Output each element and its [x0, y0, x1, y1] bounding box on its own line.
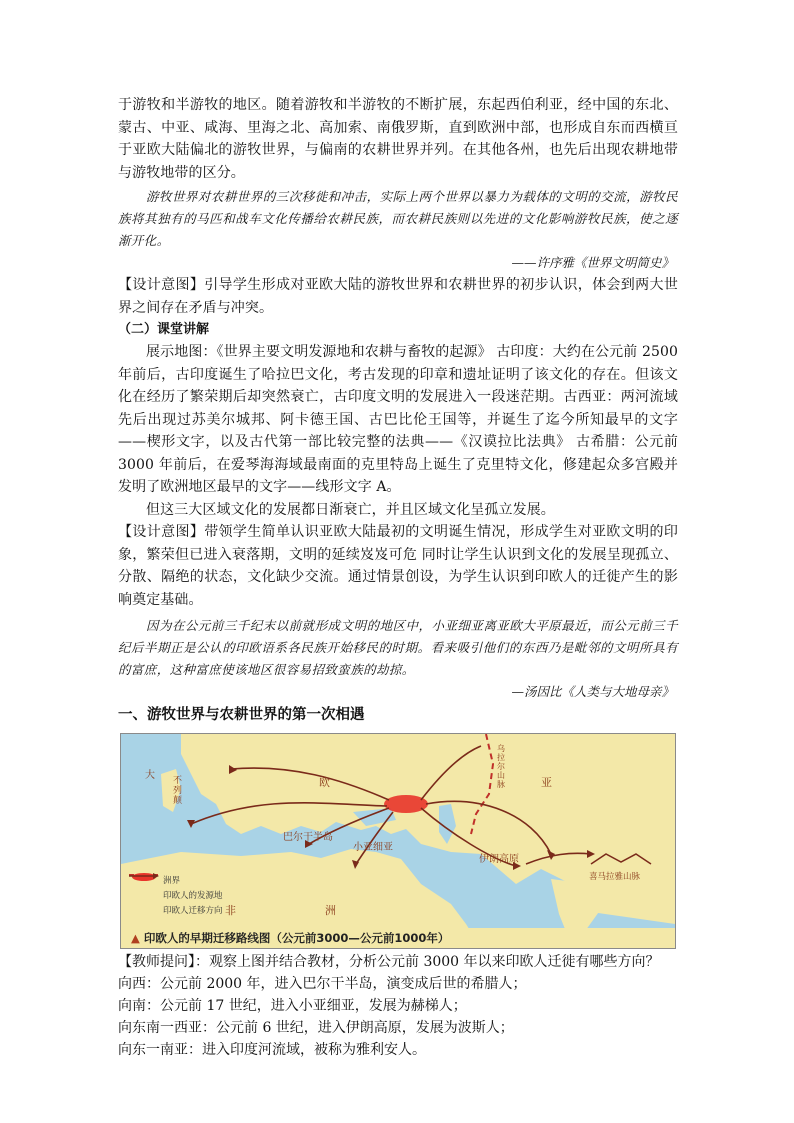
- quote-xu-xuya: 游牧世界对农耕世界的三次移徙和冲击，实际上两个世界以暴力为载体的文明的交流，游牧民族将其独有的马匹和战车文化传播给农耕民族，而农耕民族则以先进的文化影响游牧民族，使之逐渐开化。: [118, 189, 678, 248]
- answer-south: 向南：公元前 17 世纪，进入小亚细亚，发展为赫梯人；: [118, 998, 467, 1014]
- legend-item-migration: 印欧人迁移方向: [129, 902, 299, 917]
- teacher-question: 【教师提问】：观察上图并结合教材，分析公元前 3000 年以来印欧人迁徙有哪些方向？: [118, 954, 660, 970]
- map-label-ya: 亚: [541, 776, 552, 789]
- map-label-ou: 欧: [319, 776, 330, 789]
- legend-item-boundary: 洲界: [163, 875, 181, 886]
- section-heading-lecture: （二）课堂讲解: [118, 322, 210, 337]
- legend-item-origin: 印欧人的发源地: [129, 887, 299, 902]
- answer-east: 向东一南亚：进入印度河流域，被称为雅利安人。: [118, 1042, 426, 1058]
- quote-source-1: ——许序雅《世界文明简史》: [511, 255, 674, 270]
- quote-toynbee: 因为在公元前三千纪末以前就形成文明的地区中，小亚细亚离亚欧大平原最近，而公元前三千纪后半期正是公认的印欧语系各民族开始移民的时期。看来吸引他们的东西乃是毗邻的文明所具有的富庶，这种富庶使该地区很容易招致蛮族的劫掠。: [118, 618, 678, 677]
- map-label-britain: 不列颠: [173, 776, 183, 806]
- map-label-ural: 乌拉尔山脉: [497, 744, 505, 789]
- indo-european-migration-map: [120, 733, 676, 949]
- paragraph-nomadic-world: 于游牧和半游牧的地区。随着游牧和半游牧的不断扩展，东起西伯利亚，经中国的东北、蒙古、中亚、咸海、里海之北、高加索、南俄罗斯，直到欧洲中部，也形成自东而西横亘于亚欧大陆偏北的游牧世界，与偏南的农耕世界并列。在其他各州，也先后出现农耕地带与游牧地带的区分。: [118, 97, 678, 181]
- quote-source-2: —汤因比《人类与大地母亲》: [511, 684, 674, 699]
- map-legend: [129, 872, 299, 922]
- section-heading-first-encounter: 一、游牧世界与农耕世界的第一次相遇: [118, 706, 365, 723]
- map-label-europe-da: 大: [145, 770, 155, 781]
- map-label-iranian-plateau: 伊朗高原: [479, 854, 519, 865]
- document-page: [118, 94, 678, 1061]
- answer-west: 向西：公元前 2000 年，进入巴尔干半岛，演变成后世的希腊人；: [118, 976, 527, 992]
- paragraph-civilizations: 展示地图：《世界主要文明发源地和农耕与畜牧的起源》 古印度：大约在公元前 2500 年前后，古印度诞生了哈拉巴文化，考古发现的印章和遗址证明了该文化的存在。但该文化在经历了繁荣期后却突然衰亡，古印度文明的发展进入一段迷茫期。古西亚：两河流域先后出现过苏美尔城邦、阿卡德王国、古巴比伦王国等，并诞生了迄今所知最早的文字——楔形文字，以及古代第一部比较完整的法典——《汉谟拉比法典》 古希腊：公元前 3000 年前后，在爱琴海海域最南面的克里特岛上诞生了克里特文化，修建起众多宫殿并发明了欧洲地区最早的文字——线形文字 A。: [118, 344, 678, 495]
- paragraph-decline: 但这三大区域文化的发展都日渐衰亡，并且区域文化呈孤立发展。: [146, 501, 555, 518]
- map-label-fei: 非: [225, 904, 236, 917]
- design-intent-2: 【设计意图】带领学生简单认识亚欧大陆最初的文明诞生情况，形成学生对亚欧文明的印象，繁荣但已进入衰落期，文明的延续岌岌可危 同时让学生认识到文化的发展呈现孤立、分散、隔绝的状态，文化缺少交流。通过情景创设，为学生认识到印欧人的迁徙产生的影响奠定基础。: [118, 524, 678, 608]
- design-intent-1: 【设计意图】引导学生形成对亚欧大陆的游牧世界和农耕世界的初步认识，体会到两大世界之间存在矛盾与冲突。: [118, 277, 678, 316]
- map-label-balkan: 巴尔干半岛: [283, 832, 333, 843]
- map-label-zhou: 洲: [325, 904, 336, 917]
- answer-southeast: 向东南一西亚：公元前 6 世纪，进入伊朗高原，发展为波斯人；: [118, 1020, 514, 1036]
- map-label-himalaya: 喜马拉雅山脉: [589, 872, 641, 882]
- map-caption: ▲ 印欧人的早期迁移路线图（公元前3000—公元前1000年）: [121, 928, 675, 948]
- map-label-asia-minor: 小亚细亚: [353, 842, 393, 853]
